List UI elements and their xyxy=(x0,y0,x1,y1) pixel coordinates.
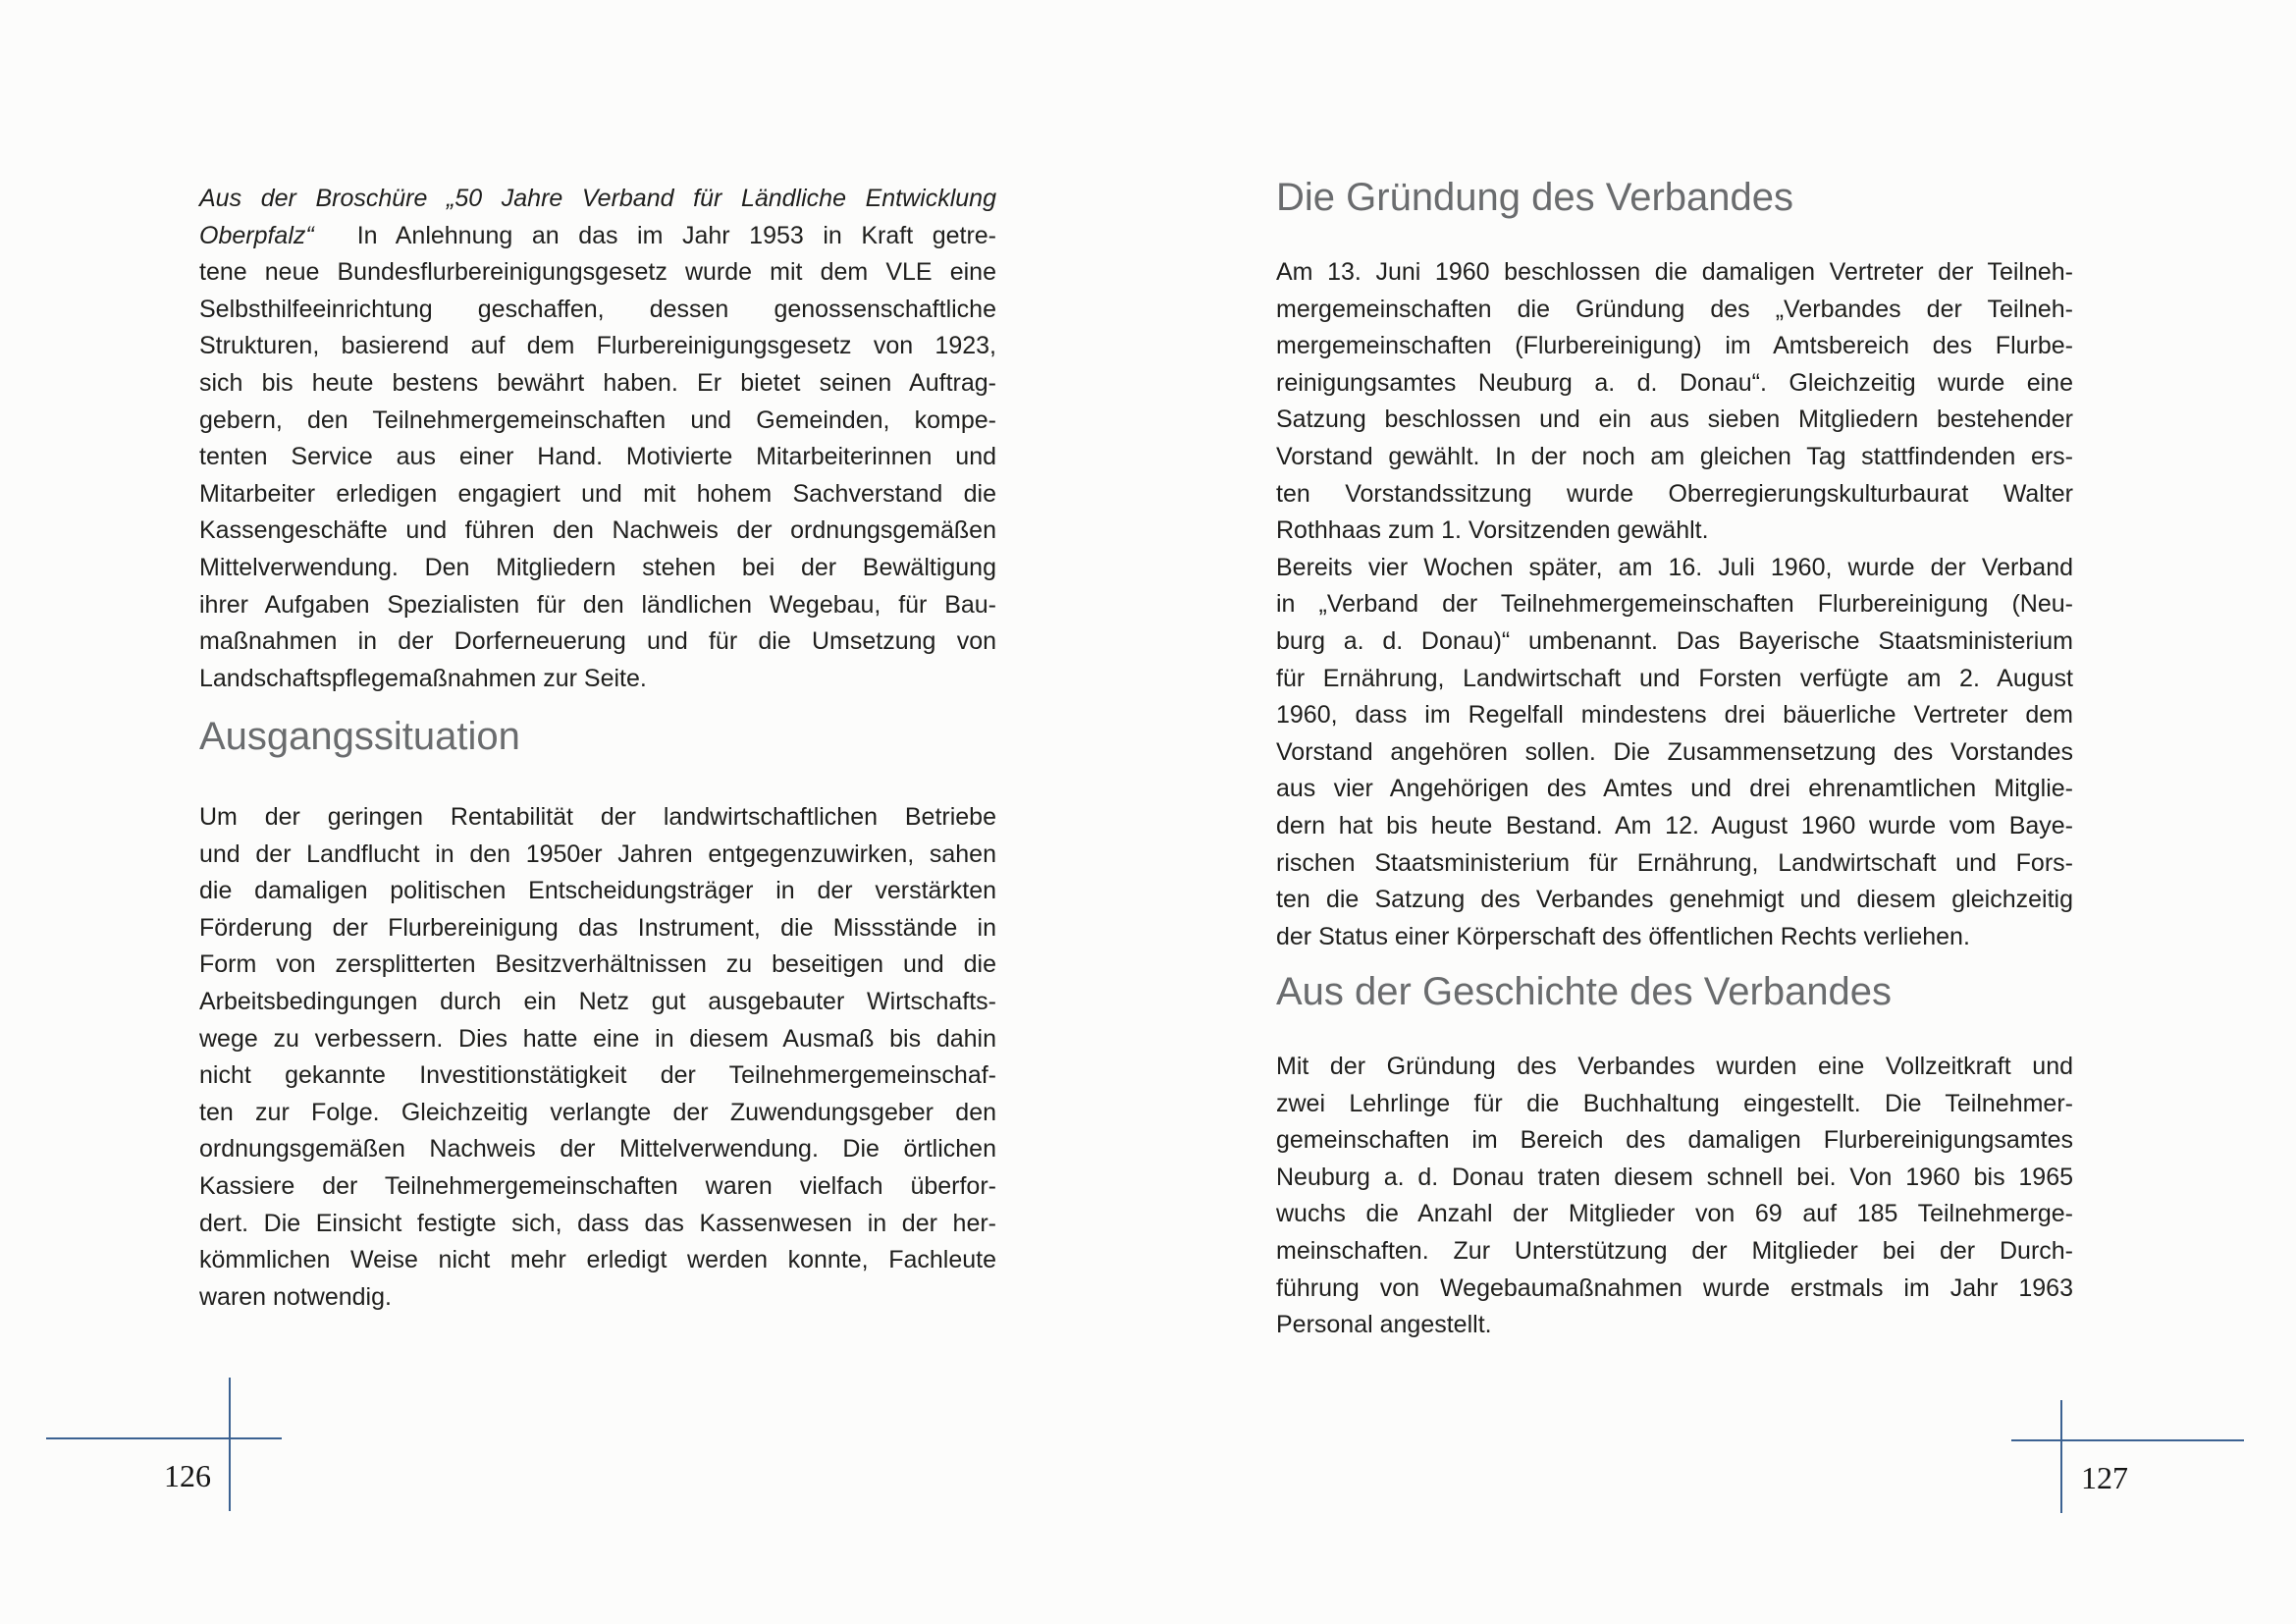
text-line: ten Vorstandssitzung wurde Oberregierungskulturbaurat Walter xyxy=(1276,479,2073,508)
crop-mark-vertical-right xyxy=(2060,1400,2062,1513)
section-heading-ausgangssituation: Ausgangssituation xyxy=(199,715,520,758)
text-line: Form von zersplitterten Besitzverhältnissen zu beseitigen und die xyxy=(199,950,996,979)
text-line: gemeinschaften im Bereich des damaligen Flurbereinigungsamtes xyxy=(1276,1126,2073,1155)
text-line: ten die Satzung des Verbandes genehmigt und diesem gleichzeitig xyxy=(1276,886,2073,914)
text-line: 1960, dass im Regelfall mindestens drei bäuerliche Vertreter dem xyxy=(1276,701,2073,730)
text-line: Kassiere der Teilnehmergemeinschaften waren vielfach überfor- xyxy=(199,1171,996,1200)
text-line: rischen Staatsministerium für Ernährung, Landwirtschaft und Fors- xyxy=(1276,848,2073,877)
text-line: Am 13. Juni 1960 beschlossen die damaligen Vertreter der Teilneh- xyxy=(1276,258,2073,286)
left-page-intro-paragraph xyxy=(199,181,996,697)
text-line: Mit der Gründung des Verbandes wurden eine Vollzeitkraft und xyxy=(1276,1053,2073,1080)
text-line: burg a. d. Donau)“ umbenannt. Das Bayerische Staatsministerium xyxy=(1276,626,2073,655)
text-line: nicht gekannte Investitionstätigkeit der Teilnehmergemeinschaf- xyxy=(199,1061,996,1090)
right-paragraph-1b xyxy=(1276,550,2073,956)
text-line: mergemeinschaften (Flurbereinigung) im Amtsbereich des Flurbe- xyxy=(1276,332,2073,360)
text-line: dert. Die Einsicht festigte sich, dass das Kassenwesen in der her- xyxy=(199,1209,996,1237)
left-paragraph-1 xyxy=(199,254,996,697)
text-line: reinigungsamtes Neuburg a. d. Donau“. Gleichzeitig wurde eine xyxy=(1276,368,2073,397)
text-line: wege zu verbessern. Dies hatte eine in diesem Ausmaß bis dahin xyxy=(199,1024,996,1053)
crop-mark-horizontal-left xyxy=(46,1437,282,1439)
text-line: zwei Lehrlinge für die Buchhaltung eingestellt. Die Teilnehmer- xyxy=(1276,1089,2073,1117)
text-line: ihrer Aufgaben Spezialisten für den ländlichen Wegebau, für Bau- xyxy=(199,590,996,619)
text-line: in „Verband der Teilnehmergemeinschaften Flurbereinigung (Neu- xyxy=(1276,590,2073,619)
text-line: aus vier Angehörigen des Amtes und drei ehrenamtlichen Mitglie- xyxy=(1276,775,2073,803)
text-line: Bereits vier Wochen später, am 16. Juli 1960, wurde der Verband xyxy=(1276,553,2073,581)
text-line: für Ernährung, Landwirtschaft und Forsten verfügte am 2. August xyxy=(1276,664,2073,692)
intro-italic-line: Aus der Broschüre „50 Jahre Verband für Ländliche Entwicklung xyxy=(199,185,996,212)
text-line: waren notwendig. xyxy=(199,1282,392,1311)
page-number-left: 126 xyxy=(164,1458,211,1493)
page-number-right: 127 xyxy=(2081,1460,2128,1495)
text-line: Arbeitsbedingungen durch ein Netz gut ausgebauter Wirtschafts- xyxy=(199,987,996,1015)
intro-mixed-line xyxy=(199,218,996,255)
text-line: wuchs die Anzahl der Mitglieder von 69 auf 185 Teilnehmerge- xyxy=(1276,1200,2073,1228)
text-line: tene neue Bundesflurbereinigungsgesetz wurde mit dem VLE eine xyxy=(199,258,996,287)
text-line: Vorstand gewählt. In der noch am gleichen Tag stattfindenden ers- xyxy=(1276,442,2073,470)
text-line: Förderung der Flurbereinigung das Instrument, die Missstände in xyxy=(199,913,996,942)
text-line: die damaligen politischen Entscheidungsträger in der verstärkten xyxy=(199,877,996,905)
right-paragraph-1a xyxy=(1276,254,2073,550)
text-line: tenten Service aus einer Hand. Motivierte Mitarbeiterinnen und xyxy=(199,443,996,471)
intro-lead-in: Oberpfalz“ xyxy=(199,221,314,249)
text-line: Kassengeschäfte und führen den Nachweis der ordnungsgemäßen xyxy=(199,516,996,545)
text-line: Personal angestellt. xyxy=(1276,1311,1492,1339)
left-paragraph-2 xyxy=(199,799,996,1316)
text-line: maßnahmen in der Dorferneuerung und für die Umsetzung von xyxy=(199,627,996,656)
text-line: ordnungsgemäßen Nachweis der Mittelverwendung. Die örtlichen xyxy=(199,1135,996,1164)
text-line: und der Landflucht in den 1950er Jahren entgegenzuwirken, sahen xyxy=(199,839,996,868)
text-line: meinschaften. Zur Unterstützung der Mitglieder bei der Durch- xyxy=(1276,1236,2073,1265)
text-line: führung von Wegebaumaßnahmen wurde erstmals im Jahr 1963 xyxy=(1276,1273,2073,1302)
text-line: Vorstand angehören sollen. Die Zusammensetzung des Vorstandes xyxy=(1276,737,2073,766)
text-line: ten zur Folge. Gleichzeitig verlangte der Zuwendungsgeber den xyxy=(199,1098,996,1126)
text-line: gebern, den Teilnehmergemeinschaften und Gemeinden, kompe- xyxy=(199,406,996,434)
text-line: Strukturen, basierend auf dem Flurbereinigungsgesetz von 1923, xyxy=(199,332,996,360)
text-line: dern hat bis heute Bestand. Am 12. August 1960 wurde vom Baye- xyxy=(1276,811,2073,839)
text-line: Satzung beschlossen und ein aus sieben Mitgliedern bestehender xyxy=(1276,406,2073,434)
text-line: kömmlichen Weise nicht mehr erledigt werden konnte, Fachleute xyxy=(199,1246,996,1274)
text-line: Mitarbeiter erledigen engagiert und mit hohem Sachverstand die xyxy=(199,479,996,508)
right-paragraph-1 xyxy=(1276,254,2073,955)
text-line: Rothhaas zum 1. Vorsitzenden gewählt. xyxy=(1276,516,1709,545)
text-line: Landschaftspflegemaßnahmen zur Seite. xyxy=(199,664,647,692)
text-line: der Status einer Körperschaft des öffentlichen Rechts verliehen. xyxy=(1276,922,1970,950)
text-line: Um der geringen Rentabilität der landwirtschaftlichen Betriebe xyxy=(199,803,996,831)
text-line: Neuburg a. d. Donau traten diesem schnell bei. Von 1960 bis 1965 xyxy=(1276,1163,2073,1191)
crop-mark-vertical-left xyxy=(229,1378,231,1511)
section-heading-gruendung: Die Gründung des Verbandes xyxy=(1276,176,1794,219)
intro-continuation: In Anlehnung an das im Jahr 1953 in Kraft getre- xyxy=(356,221,996,249)
crop-mark-horizontal-right xyxy=(2011,1439,2244,1441)
text-line: mergemeinschaften die Gründung des „Verbandes der Teilneh- xyxy=(1276,295,2073,323)
text-line: sich bis heute bestens bewährt haben. Er bietet seinen Auftrag- xyxy=(199,368,996,397)
text-line: Selbsthilfeeinrichtung geschaffen, dessen genossenschaftliche xyxy=(199,295,996,323)
right-paragraph-2 xyxy=(1276,1049,2073,1344)
section-heading-geschichte: Aus der Geschichte des Verbandes xyxy=(1276,970,1893,1013)
text-line: Mittelverwendung. Den Mitgliedern stehen bei der Bewältigung xyxy=(199,553,996,581)
